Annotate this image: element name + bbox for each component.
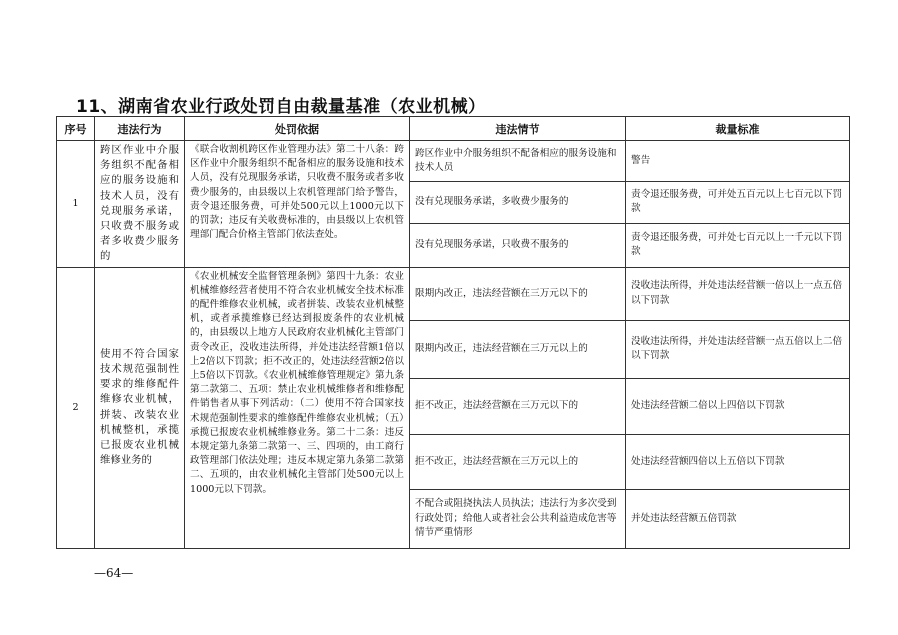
violation-act: 跨区作业中介服务组织不配备相应的服务设施和技术人员，没有兑现服务承诺，只收费不服务或者多收费少服务的: [95, 141, 185, 268]
discretion-standard: 责令退还服务费，可并处七百元以上一千元以下罚款: [626, 223, 850, 267]
violation-circumstance: 拒不改正，违法经营额在三万元以下的: [410, 378, 626, 434]
penalty-table: [56, 116, 850, 549]
discretion-standard: 警告: [626, 141, 850, 182]
header-basis: 处罚依据: [185, 117, 410, 141]
discretion-standard: 处违法经营额四倍以上五倍以下罚款: [626, 434, 850, 489]
violation-circumstance: 限期内改正，违法经营额在三万元以上的: [410, 320, 626, 378]
violation-circumstance: 没有兑现服务承诺，只收费不服务的: [410, 223, 626, 267]
violation-circumstance: 不配合或阻挠执法人员执法；违法行为多次受到行政处罚；给他人或者社会公共利益造成危害等情节严重情形: [410, 489, 626, 548]
discretion-standard: 责令退还服务费，可并处五百元以上七百元以下罚款: [626, 181, 850, 223]
header-act: 违法行为: [95, 117, 185, 141]
penalty-basis: 《联合收割机跨区作业管理办法》第二十八条：跨区作业中介服务组织不配备相应的服务设施和技术人员，没有兑现服务承诺，只收费不服务或者多收费少服务的，由县级以上农机管理部门给予警告，责令退还服务费，可并处500元以上1000元以下的罚款；违反有关收费标准的，由县级以上农机管理部门配合价格主管部门依法查处。: [185, 141, 410, 268]
discretion-standard: 处违法经营额二倍以上四倍以下罚款: [626, 378, 850, 434]
penalty-basis: 《农业机械安全监督管理条例》第四十九条：农业机械维修经营者使用不符合农业机械安全技术标准的配件维修农业机械，或者拼装、改装农业机械整机，或者承揽维修已经达到报废条件的农业机械的，由县级以上地方人民政府农业机械化主管部门责令改正，没收违法所得，并处违法经营额1倍以上2倍以下罚款；拒不改正的，处违法经营额2倍以上5倍以下罚款。《农业机械维修管理规定》第九条第二款第二、五项：禁止农业机械维修者和维修配件销售者从事下列活动：（二）使用不符合国家技术规范强制性要求的维修配件维修农业机械；（五）承揽已报废农业机械维修业务。第二十二条：违反本规定第九条第二款第一、三、四项的，由工商行政管理部门依法处理；违反本规定第九条第二款第二、五项的，由农业机械化主管部门处500元以上1000元以下罚款。: [185, 267, 410, 548]
header-standard: 裁量标准: [626, 117, 850, 141]
discretion-standard: 没收违法所得，并处违法经营额一倍以上一点五倍以下罚款: [626, 267, 850, 320]
violation-act: 使用不符合国家技术规范强制性要求的维修配件维修农业机械，拼装、改装农业机械整机，承揽已报废农业机械维修业务的: [95, 267, 185, 548]
page-number: —64—: [94, 566, 134, 580]
row-no: 2: [57, 267, 95, 548]
page-title: 11、湖南省农业行政处罚自由裁量基准（农业机械）: [76, 97, 486, 117]
discretion-standard: 没收违法所得，并处违法经营额一点五倍以上二倍以下罚款: [626, 320, 850, 378]
table-row: [57, 267, 850, 320]
violation-circumstance: 限期内改正，违法经营额在三万元以下的: [410, 267, 626, 320]
table-header-row: [57, 117, 850, 141]
header-no: 序号: [57, 117, 95, 141]
violation-circumstance: 拒不改正，违法经营额在三万元以上的: [410, 434, 626, 489]
violation-circumstance: 没有兑现服务承诺，多收费少服务的: [410, 181, 626, 223]
header-circumstance: 违法情节: [410, 117, 626, 141]
row-no: 1: [57, 141, 95, 268]
violation-circumstance: 跨区作业中介服务组织不配备相应的服务设施和技术人员: [410, 141, 626, 182]
table-row: [57, 141, 850, 182]
discretion-standard: 并处违法经营额五倍罚款: [626, 489, 850, 548]
